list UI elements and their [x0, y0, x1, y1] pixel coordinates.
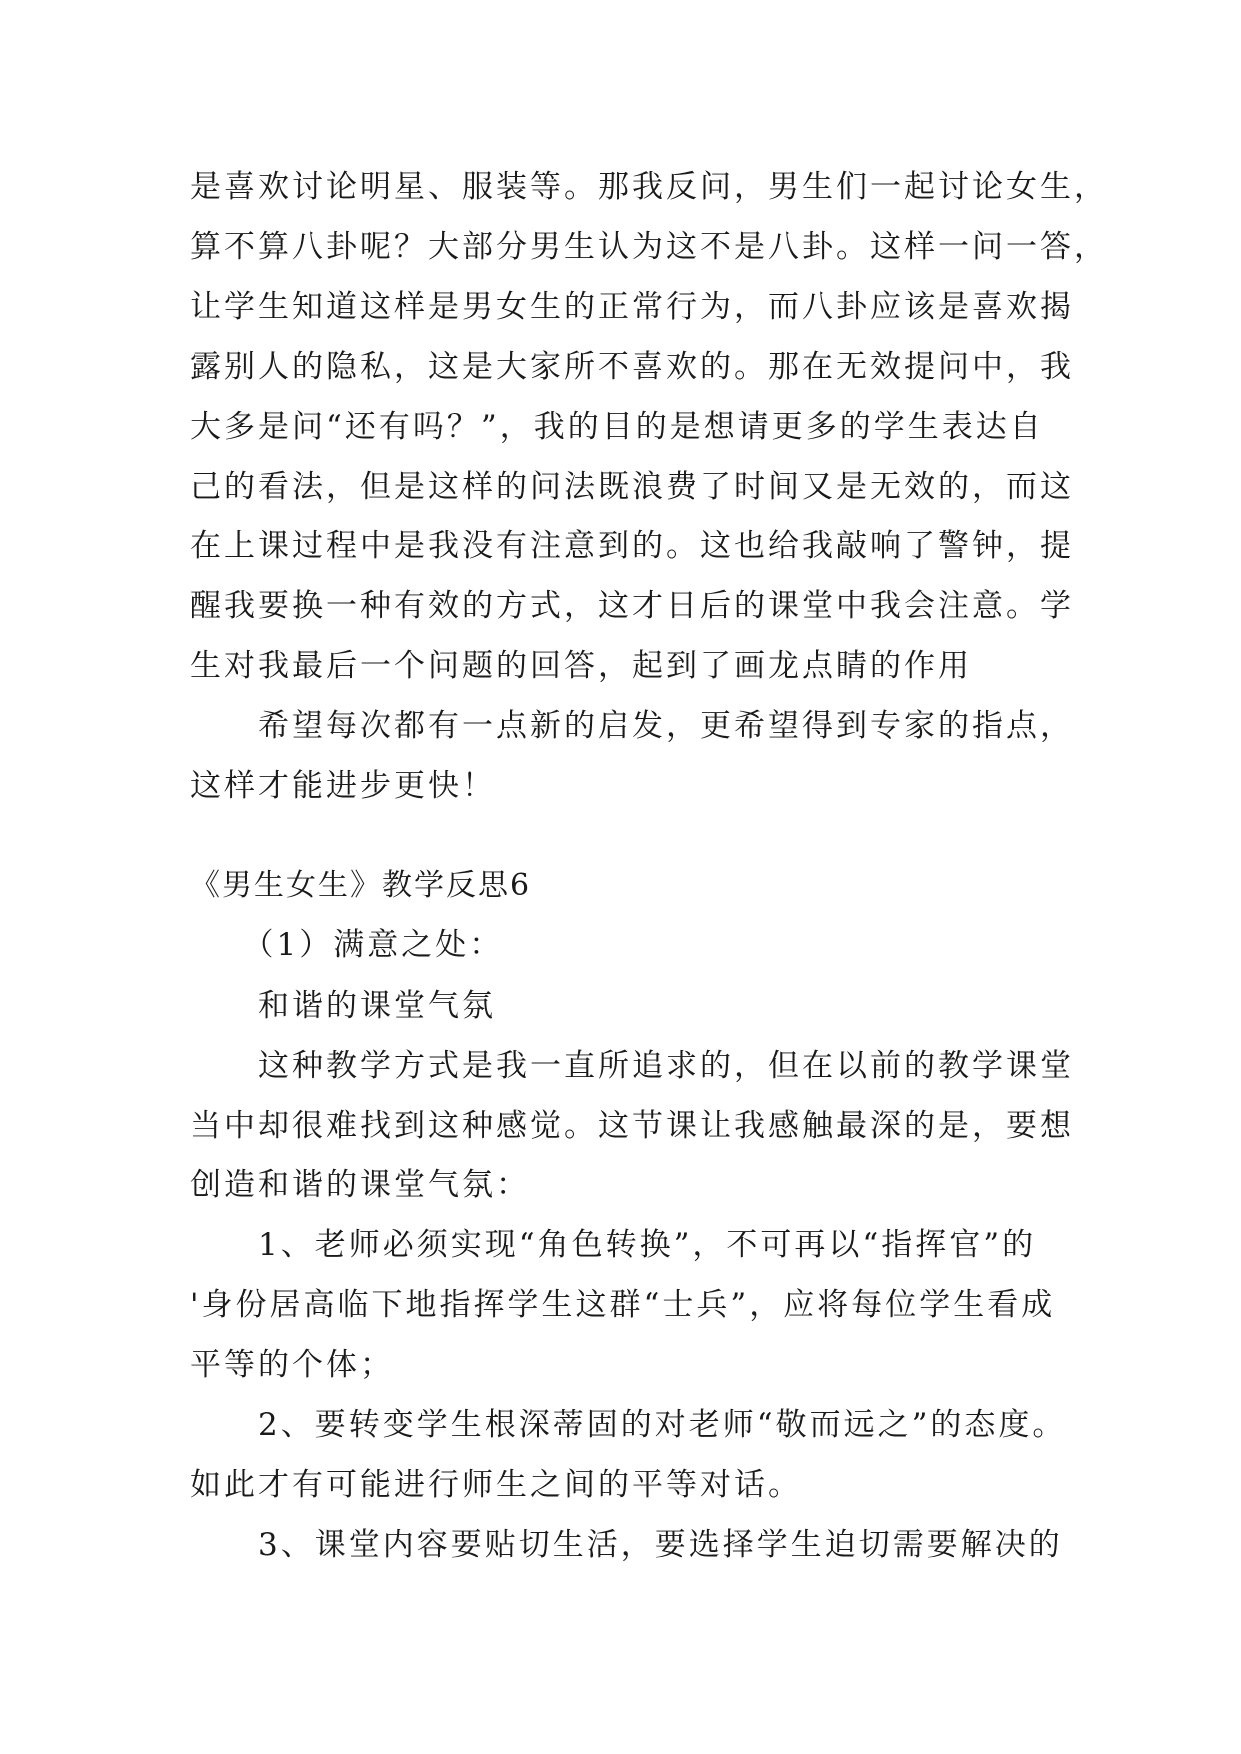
paragraph-line: 生对我最后一个问题的回答，起到了画龙点睛的作用 — [190, 648, 972, 684]
paragraph-line: 1、老师必须实现“角色转换”，不可再以“指挥官”的 — [190, 1227, 1037, 1263]
paragraph-line: 是喜欢讨论明星、服装等。那我反问，男生们一起讨论女生， — [190, 169, 1108, 205]
paragraph-line: 大多是问“还有吗？”，我的目的是想请更多的学生表达自 — [190, 409, 1044, 445]
paragraph-line: 这样才能进步更快！ — [190, 768, 496, 804]
paragraph-line: '身份居高临下地指挥学生这群“士兵”，应将每位学生看成 — [190, 1287, 1056, 1323]
paragraph-line: 在上课过程中是我没有注意到的。这也给我敲响了警钟，提 — [190, 528, 1074, 564]
paragraph-line: 3、课堂内容要贴切生活，要选择学生迫切需要解决的 — [190, 1527, 1063, 1563]
paragraph-line: 露别人的隐私，这是大家所不喜欢的。那在无效提问中，我 — [190, 349, 1074, 385]
paragraph-line: 希望每次都有一点新的启发，更希望得到专家的指点， — [190, 708, 1074, 744]
paragraph-line: 创造和谐的课堂气氛： — [190, 1167, 530, 1203]
paragraph-line: 和谐的课堂气氛 — [190, 988, 496, 1024]
paragraph-line: 平等的个体； — [190, 1347, 394, 1383]
paragraph-line: 己的看法，但是这样的问法既浪费了时间又是无效的，而这 — [190, 469, 1074, 505]
paragraph-line: 2、要转变学生根深蒂固的对老师“敬而远之”的态度。 — [190, 1407, 1067, 1443]
paragraph-line: 当中却很难找到这种感觉。这节课让我感触最深的是，要想 — [190, 1108, 1074, 1144]
paragraph-line: 让学生知道这样是男女生的正常行为，而八卦应该是喜欢揭 — [190, 289, 1074, 325]
paragraph-line: （1）满意之处： — [190, 927, 504, 963]
paragraph-line: 算不算八卦呢？大部分男生认为这不是八卦。这样一问一答， — [190, 229, 1108, 265]
section-title: 《男生女生》教学反思6 — [190, 868, 532, 903]
paragraph-line: 如此才有可能进行师生之间的平等对话。 — [190, 1467, 802, 1503]
paragraph-line: 醒我要换一种有效的方式，这才日后的课堂中我会注意。学 — [190, 588, 1074, 624]
paragraph-line: 这种教学方式是我一直所追求的，但在以前的教学课堂 — [190, 1048, 1074, 1084]
